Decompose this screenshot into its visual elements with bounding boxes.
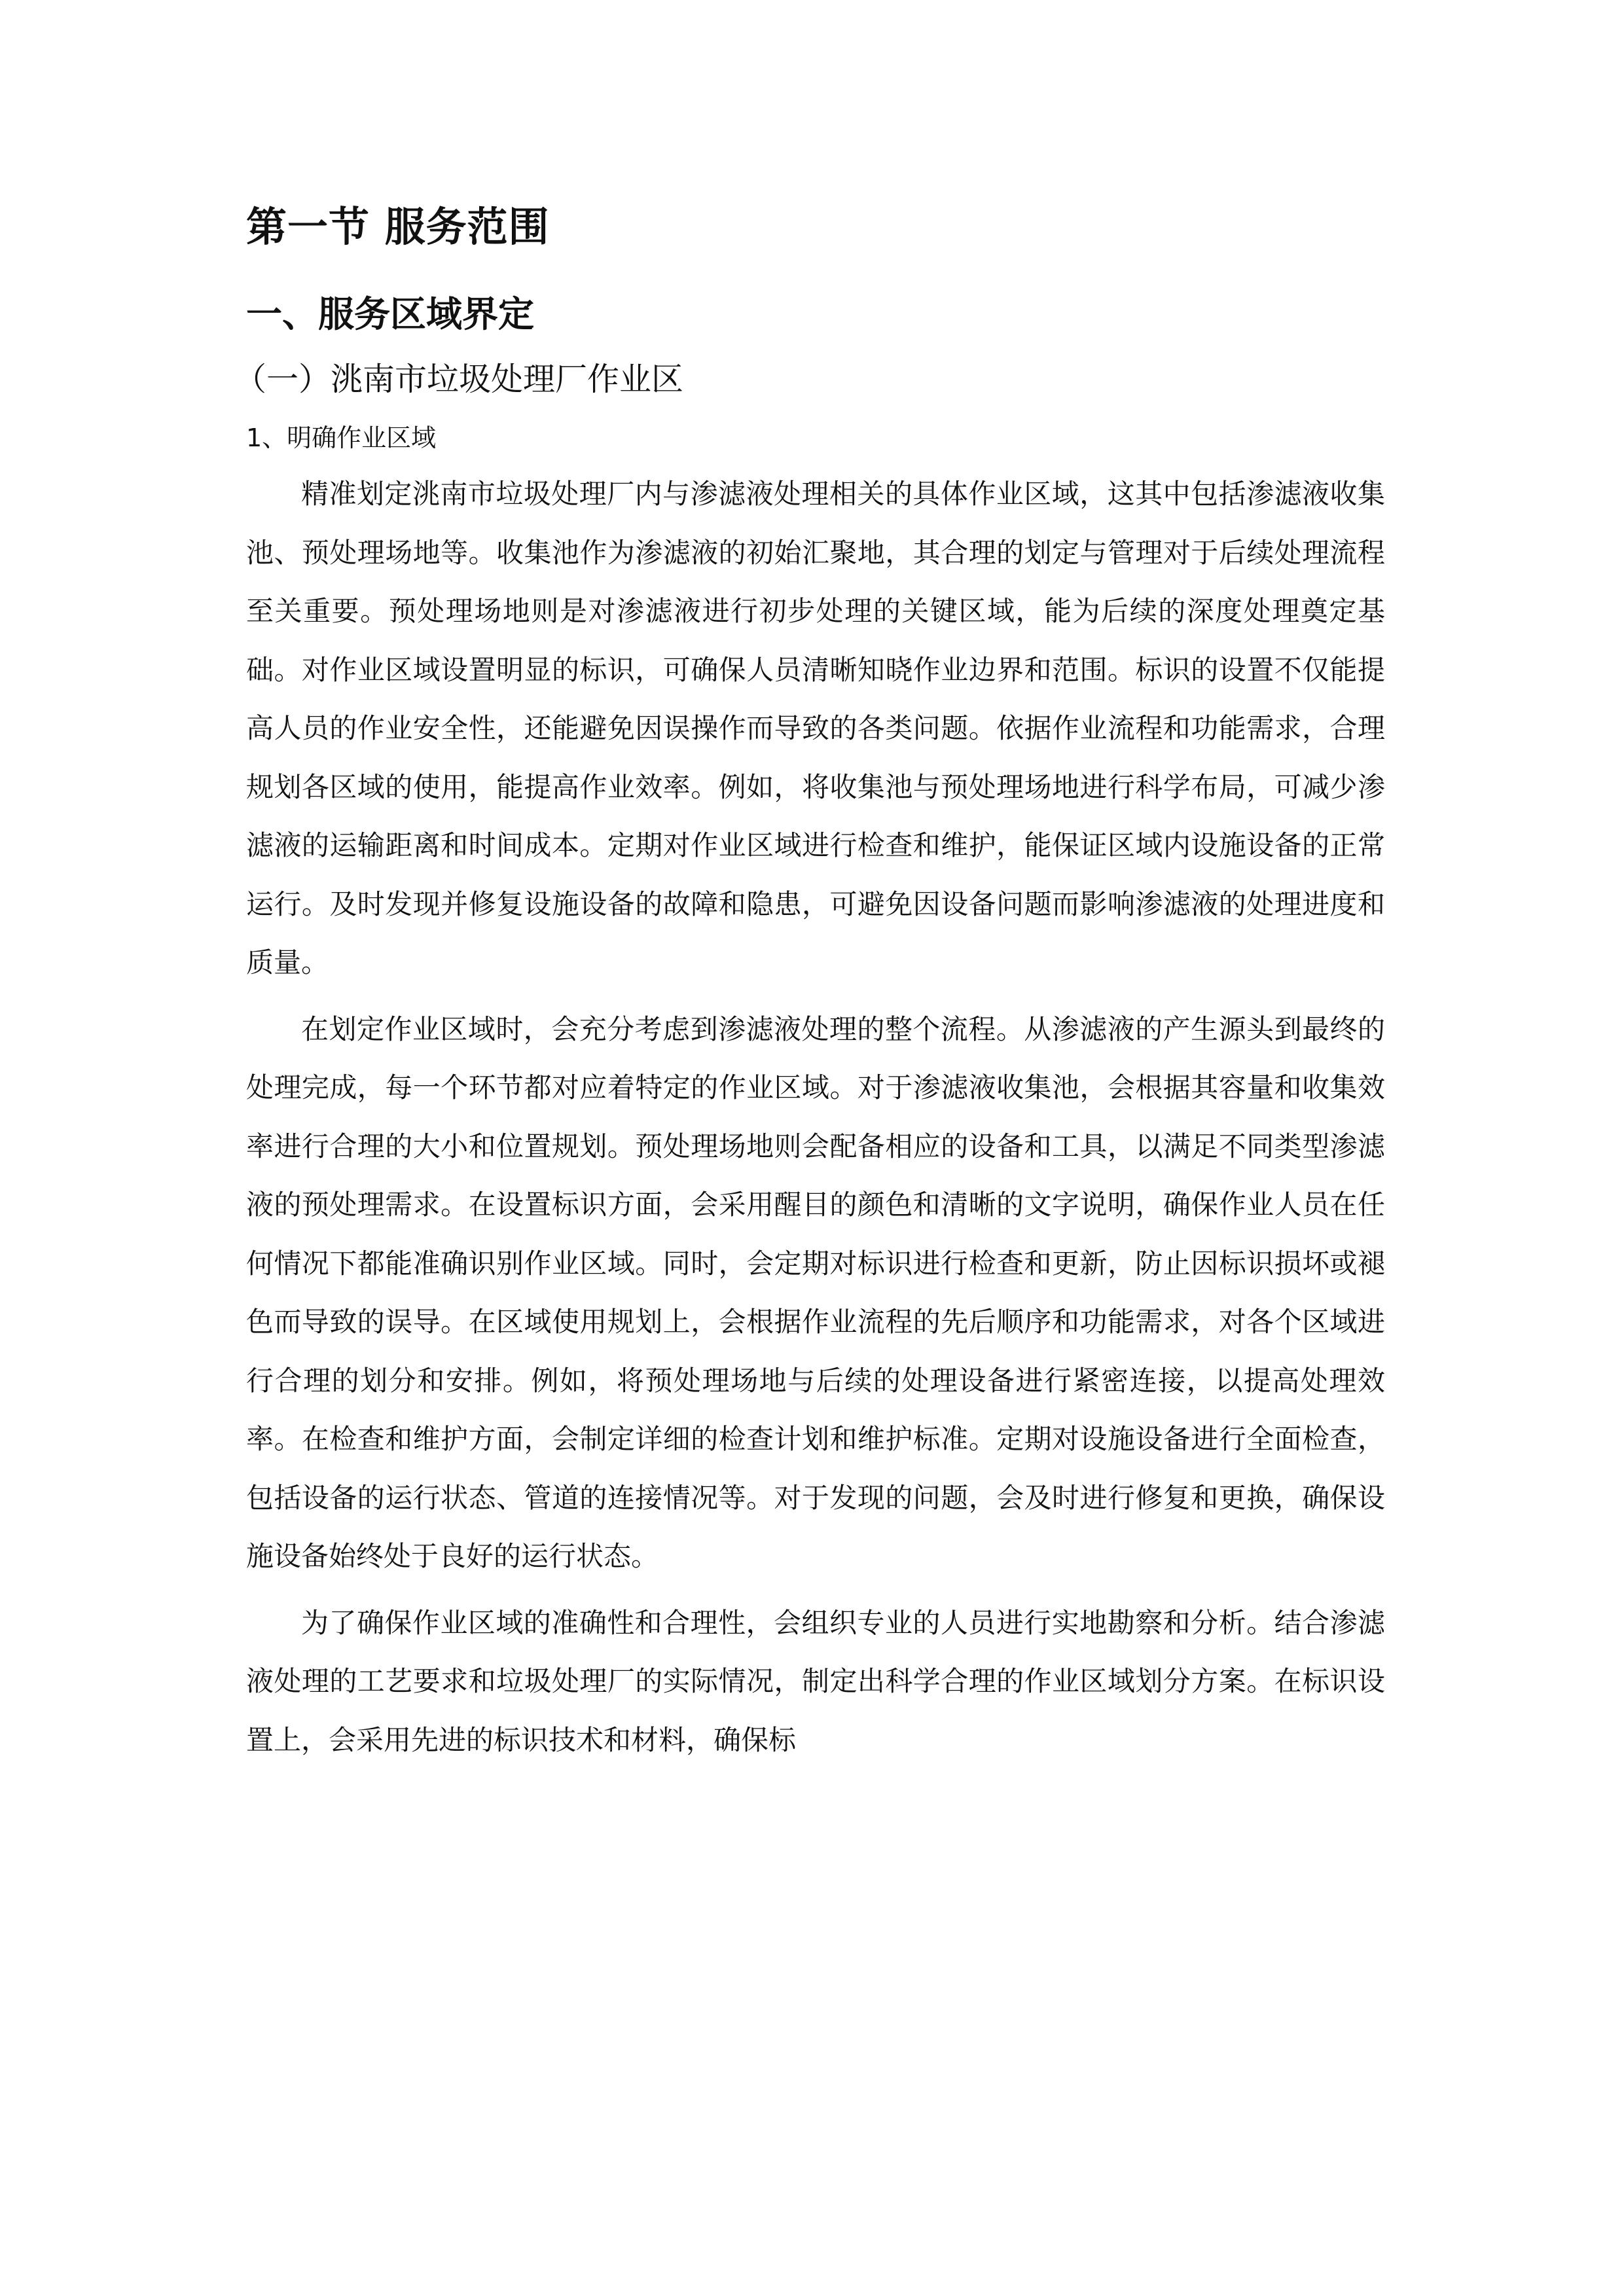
heading-define-work-area: 1、明确作业区域 (246, 423, 437, 452)
document-body (234, 191, 1385, 1769)
paragraph-3: 为了确保作业区域的准确性和合理性，会组织专业的人员进行实地勘察和分析。结合渗滤液处理的工艺要求和垃圾处理厂的实际情况，制定出科学合理的作业区域划分方案。在标识设置上，会采用先进的标识技术和材料，确保标 (246, 1606, 1385, 1756)
heading-service-area-definition: 一、服务区域界定 (246, 293, 535, 335)
paragraph-1: 精准划定洮南市垃圾处理厂内与渗滤液处理相关的具体作业区域，这其中包括渗滤液收集池、预处理场地等。收集池作为渗滤液的初始汇聚地，其合理的划定与管理对于后续处理流程至关重要。预处理场地则是对渗滤液进行初步处理的关键区域，能为后续的深度处理奠定基础。对作业区域设置明显的标识，可确保人员清晰知晓作业边界和范围。标识的设置不仅能提高人员的作业安全性，还能避免因误操作而导致的各类问题。依据作业流程和功能需求，合理规划各区域的使用，能提高作业效率。例如，将收集池与预处理场地进行科学布局，可减少渗滤液的运输距离和时间成本。定期对作业区域进行检查和维护，能保证区域内设施设备的正常运行。及时发现并修复设施设备的故障和隐患，可避免因设备问题而影响渗滤液的处理进度和质量。 (246, 478, 1385, 978)
heading-taonan-plant-work-area: （一）洮南市垃圾处理厂作业区 (234, 361, 684, 398)
section-title: 第一节 服务范围 (246, 203, 550, 251)
paragraph-2: 在划定作业区域时，会充分考虑到渗滤液处理的整个流程。从渗滤液的产生源头到最终的处理完成，每一个环节都对应着特定的作业区域。对于渗滤液收集池，会根据其容量和收集效率进行合理的大小和位置规划。预处理场地则会配备相应的设备和工具，以满足不同类型渗滤液的预处理需求。在设置标识方面，会采用醒目的颜色和清晰的文字说明，确保作业人员在任何情况下都能准确识别作业区域。同时，会定期对标识进行检查和更新，防止因标识损坏或褪色而导致的误导。在区域使用规划上，会根据作业流程的先后顺序和功能需求，对各个区域进行合理的划分和安排。例如，将预处理场地与后续的处理设备进行紧密连接，以提高处理效率。在检查和维护方面，会制定详细的检查计划和维护标准。定期对设施设备进行全面检查，包括设备的运行状态、管道的连接情况等。对于发现的问题，会及时进行修复和更换，确保设施设备始终处于良好的运行状态。 (246, 1013, 1385, 1572)
